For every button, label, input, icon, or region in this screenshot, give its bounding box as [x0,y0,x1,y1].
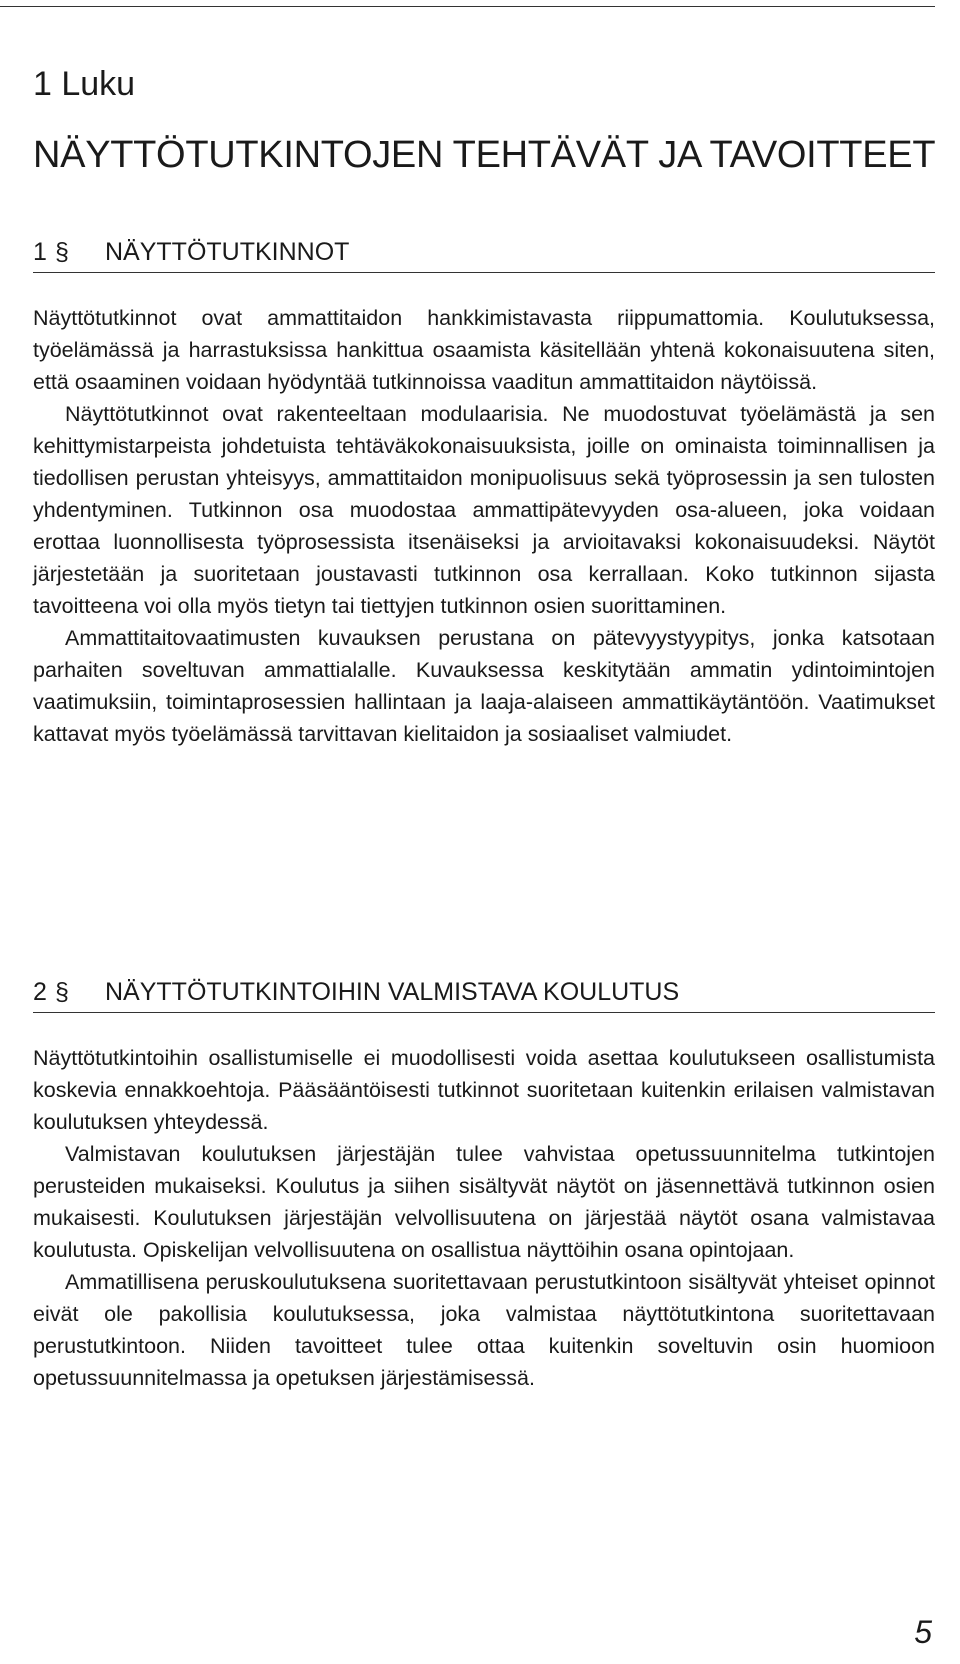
paragraph: Näyttötutkintoihin osallistumiselle ei muodollisesti voida asettaa koulutukseen osallistumista koskevia ennakkoehtoja. Pääsääntöisesti tutkinnot suoritetaan kuitenkin erilaisen valmistavan koulutuksen yhteydessä. [33,1046,935,1134]
top-rule [0,6,935,7]
paragraph: Näyttötutkinnot ovat ammattitaidon hankkimistavasta riippumattomia. Koulutuksessa, työelämässä ja harrastuksissa hankittua osaamista käsitellään yhtenä kokonaisuutena siten, että osaaminen voidaan hyödyntää tutkinnoissa vaaditun ammattitaidon näytöissä. [33,306,935,394]
section-number: 2 [33,978,47,1006]
section-symbol: § [55,978,69,1006]
paragraph: Näyttötutkinnot ovat rakenteeltaan modulaarisia. Ne muodostuvat työelämästä ja sen kehittymistarpeista johdetuista tehtäväkokonaisuuksista, joille on ominaista toiminnallisen ja tiedollisen perustan yhteisyys, ammattitaidon monipuolisuus sekä työprosessin ja sen tulosten yhdentyminen. Tutkinnon osa muodostaa ammattipätevyyden osa-alueen, joka voidaan erottaa luonnollisesta työprosessista itsenäiseksi ja arvioitavaksi kokonaisuudeksi. Näytöt järjestetään ja suoritetaan joustavasti tutkinnon osa kerrallaan. Koko tutkinnon sijasta tavoitteena voi olla myös tietyn tai tiettyjen tutkinnon osien suorittaminen. [33,402,935,618]
section-symbol: § [55,238,69,266]
section-number: 1 [33,238,47,266]
page-number: 5 [914,1614,932,1650]
paragraph: Ammatillisena peruskoulutuksena suoritettavaan perustutkintoon sisältyvät yhteiset opinnot eivät ole pakollisia koulutuksessa, joka valmistaa näyttötutkintona suoritettavaan perustutkintoon. Niiden tavoitteet tulee ottaa kuitenkin soveltuvin osin huomioon opetussuunnitelmassa ja opetuksen järjestämisessä. [33,1270,935,1390]
section-1-body [33,302,935,750]
paragraph: Ammattitaitovaatimusten kuvauksen perustana on pätevyystyypitys, jonka katsotaan parhaiten soveltuvan ammattialalle. Kuvauksessa keskitytään ammatin ydintoimintojen vaatimuksiin, toimintaprosessien hallintaan ja laaja-alaiseen ammattikäytäntöön. Vaatimukset kattavat myös työelämässä tarvittavan kielitaidon ja sosiaaliset valmiudet. [33,626,935,746]
section-1-heading [33,236,935,273]
section-2-body [33,1042,935,1394]
section-title: NÄYTTÖTUTKINNOT [105,238,350,266]
paragraph: Valmistavan koulutuksen järjestäjän tulee vahvistaa opetussuunnitelma tutkintojen perusteiden mukaiseksi. Koulutus ja siihen sisältyvät näytöt on jäsennettävä tutkinnon osien mukaisesti. Koulutuksen järjestäjän velvollisuutena on järjestää näytöt osana valmistavaa koulutusta. Opiskelijan velvollisuutena on osallistua näyttöihin osana opintojaan. [33,1142,935,1262]
section-2-heading [33,976,935,1013]
chapter-title: NÄYTTÖTUTKINTOJEN TEHTÄVÄT JA TAVOITTEET [33,134,936,176]
section-title: NÄYTTÖTUTKINTOIHIN VALMISTAVA KOULUTUS [105,978,680,1006]
chapter-number: 1 Luku [33,65,136,103]
